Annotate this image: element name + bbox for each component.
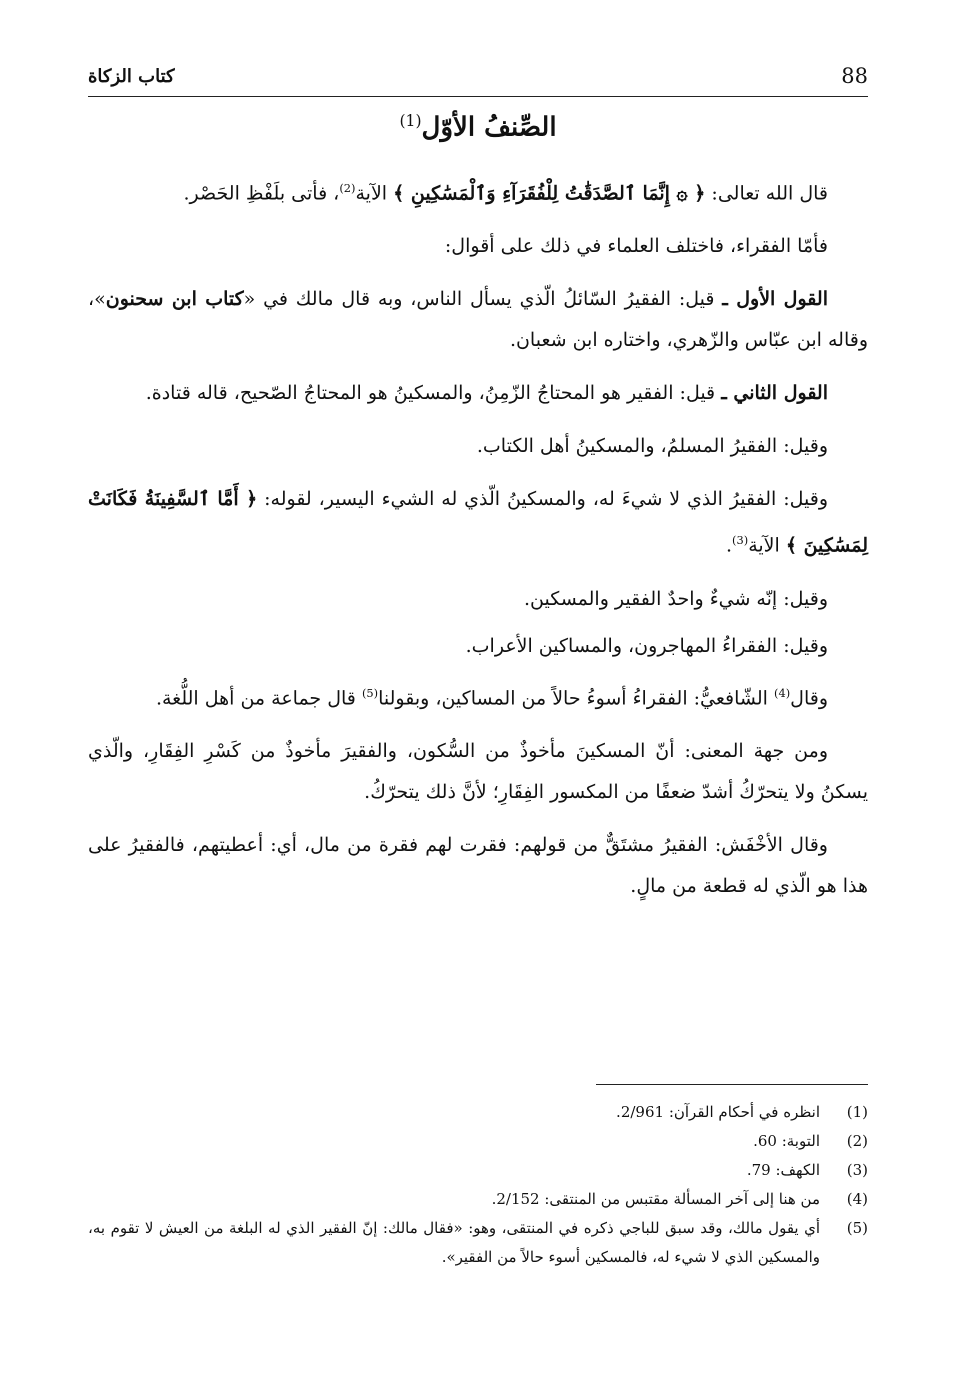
text-run: قيل: الفقير هو المحتاجُ الزّمِنُ، والمسكينُ هو المحتاجُ الصّحيح، قاله قتادة. (145, 382, 722, 405)
footnote-number: (3) (846, 1161, 868, 1179)
quran-verse: ﴿ ۞ إِنَّمَا ٱلصَّدَقَٰتُ لِلْفُقَرَآءِ وَٱلْمَسَٰكِينِ ﴾ (393, 182, 706, 205)
text-run: قيل: الفقيرُ السّائلُ الّذي يسأل الناس، وبه قال مالك في « (243, 288, 723, 311)
paragraph-akhfash: وقال الأخْفَش: الفقيرُ مشتَقٌّ من قولهم: فقرت لهم فقرة من مال، أي: أعطيتهم، فالفقيرُ على هذا هو الّذي له قطعة من مالٍ. (88, 833, 868, 897)
text-run: »، وقاله ابن عبّاس والزّهري، واختاره ابن شعبان. (88, 288, 868, 352)
footnote-text: من هنا إلى آخر المسألة مقتبس من المنتقى: 2/152. (491, 1190, 820, 1208)
footnotes (88, 1098, 868, 1272)
paragraph-second-opinion (88, 373, 868, 414)
footnote-text: أي يقول مالك، وقد سبق للباجي ذكره في المنتقى، وهو: «فقال مالك: إنّ الفقير الذي له البلغة من العيش لا تقوم به، والمسكين الذي لا شيء له، فالمسكين أسوء حالاً من الفقير». (88, 1219, 820, 1266)
text-run: الآية (748, 534, 786, 557)
footnote-number: (4) (846, 1190, 868, 1208)
footnote-number: (5) (846, 1219, 868, 1237)
footnote-item (88, 1156, 868, 1185)
body-text (88, 168, 868, 919)
text-run: الآية (355, 182, 394, 205)
footnote-item (88, 1098, 868, 1127)
text-run: الشّافعيُّ: الفقراءُ أسوءُ حالاً من المساكين، وبقولنا (378, 686, 774, 709)
paragraph-muslim-opinion: وقيل: الفقيرُ المسلمُ، والمسكينُ أهل الكتاب. (476, 435, 828, 458)
book-title: كتاب ابن سحنون (105, 288, 244, 311)
footnote-ref-4: (4) (773, 685, 791, 700)
page-header (88, 60, 868, 97)
paragraph-muhajirun: وقيل: الفقراءُ المهاجرون، والمساكين الأعراب. (465, 634, 828, 657)
footnote-number: (1) (846, 1103, 868, 1121)
footnote-text: التوبة: 60. (753, 1132, 820, 1150)
paragraph-first-opinion (88, 279, 868, 361)
paragraph-meaning: ومن جهة المعنى: أنّ المسكينَ مأخوذٌ من السُّكون، والفقيرَ مأخوذٌ من كَسْرِ الفِقَارِ، والّذي يسكنُ ولا يتحرّكُ أشدّ ضعفًا من المكسور الفِقَارِ؛ لأنَّ ذلك يتحرّكُ. (88, 739, 868, 803)
text-run: . (725, 534, 733, 557)
page-number: 88 (841, 64, 868, 88)
footnote-number: (2) (846, 1132, 868, 1150)
footnote-item (88, 1127, 868, 1156)
opinion-label: القول الأول ـ (722, 288, 828, 311)
paragraph-same-thing: وقيل: إنّه شيءٌ واحدٌ الفقير والمسكين. (523, 587, 828, 610)
footnote-item (88, 1214, 868, 1272)
text-run: وقال (790, 686, 828, 709)
opinion-label: القول الثاني ـ (721, 382, 828, 405)
footnote-item (88, 1185, 868, 1214)
text-run: ، فأتى بلَفْظِ الحَصْر. (183, 182, 340, 205)
section-title-text: الصِّنفُ الأوّل (421, 112, 557, 143)
running-title: كتاب الزكاة (88, 66, 175, 87)
footnote-ref-2: (2) (339, 181, 356, 195)
text-run: قال الله تعالى: (705, 182, 828, 205)
paragraph-ship-verse (88, 479, 868, 566)
footnote-divider (596, 1084, 868, 1085)
text-run: قال جماعة من أهل اللُّغة. (155, 686, 362, 709)
text-run: وقيل: الفقيرُ الذي لا شيءَ له، والمسكينُ الّذي له الشيء اليسير، لقوله: (257, 488, 829, 511)
paragraph-shafii (88, 673, 868, 719)
paragraph-verse-sadaqat (88, 168, 868, 214)
section-title (88, 112, 868, 143)
footnote-text: انظره في أحكام القرآن: 2/961. (616, 1103, 820, 1121)
quran-verse: ﴿ أَمَّا ٱلسَّفِينَةُ فَكَانَتْ لِمَسَٰكِينَ ﴾ (88, 488, 868, 557)
footnote-ref-3: (3) (732, 533, 749, 548)
footnote-ref-1: (1) (399, 112, 422, 130)
footnote-ref-5: (5) (361, 685, 379, 700)
footnote-text: الكهف: 79. (746, 1161, 820, 1179)
paragraph-intro: فأمّا الفقراء، فاختلف العلماء في ذلك على أقوال: (444, 235, 828, 258)
